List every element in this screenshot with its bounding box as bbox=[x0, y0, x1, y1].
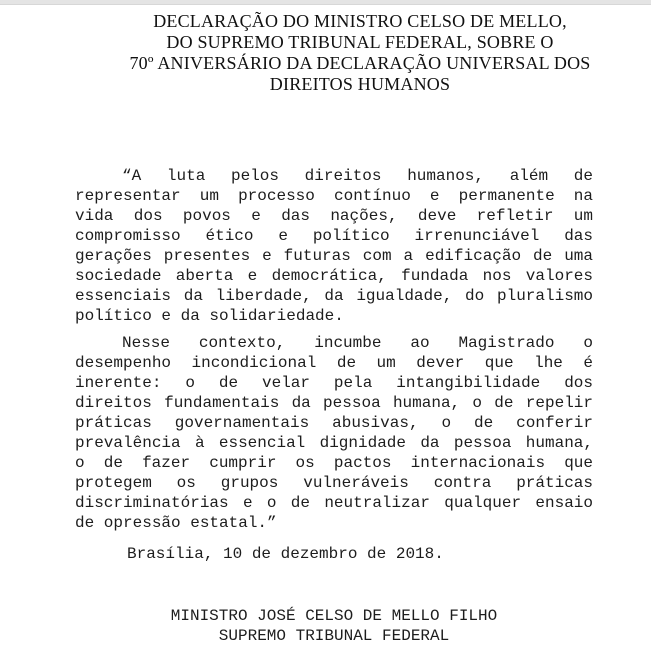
paragraph-line: Nesse contexto, incumbe ao Magistrado o bbox=[122, 334, 593, 352]
signature-line-name: MINISTRO JOSÉ CELSO DE MELLO FILHO bbox=[170, 607, 498, 625]
title-line-1: DECLARAÇÃO DO MINISTRO CELSO DE MELLO, bbox=[153, 11, 567, 31]
paragraph-line: representar um processo contínuo e permanente na bbox=[75, 187, 593, 205]
document-body bbox=[75, 166, 593, 646]
paragraph-line: direitos fundamentais da pessoa humana, o de repelir bbox=[75, 394, 593, 412]
paragraph-line: compromisso ético e político irrenunciável das bbox=[75, 227, 593, 245]
paragraph-line: prevalência à essencial dignidade da pessoa humana, bbox=[75, 434, 593, 452]
paragraph-2 bbox=[75, 333, 593, 533]
paragraph-line: sociedade aberta e democrática, fundada nos valores bbox=[75, 267, 593, 285]
paragraph-line: gerações presentes e futuras com a edificação de uma bbox=[75, 247, 593, 265]
document-title bbox=[69, 11, 651, 95]
paragraph-line: essenciais da liberdade, da igualdade, do pluralismo bbox=[75, 287, 593, 305]
paragraph-line: práticas governamentais abusivas, o de conferir bbox=[75, 414, 593, 432]
paragraph-line: “A luta pelos direitos humanos, além de bbox=[122, 167, 593, 185]
paragraph-line: discriminatórias e o de neutralizar qualquer ensaio bbox=[75, 494, 593, 512]
paragraph-line: protegem os grupos vulneráveis contra práticas bbox=[75, 474, 593, 492]
paragraph-line: político e da solidariedade. bbox=[75, 307, 344, 325]
paragraph-line: inerente: o de velar pela intangibilidade dos bbox=[75, 374, 593, 392]
date-line: Brasília, 10 de dezembro de 2018. bbox=[127, 545, 444, 563]
title-line-4: DIREITOS HUMANOS bbox=[269, 74, 451, 94]
paragraph-1 bbox=[75, 166, 593, 326]
paragraph-line: desempenho incondicional de um dever que lhe é bbox=[75, 354, 593, 372]
paragraph-line: o de fazer cumprir os pactos internacionais que bbox=[75, 454, 593, 472]
title-line-3: 70º ANIVERSÁRIO DA DECLARAÇÃO UNIVERSAL DOS bbox=[129, 53, 591, 73]
signature-block bbox=[75, 606, 593, 646]
paragraph-line: de opressão estatal.” bbox=[75, 514, 277, 532]
title-line-2: DO SUPREMO TRIBUNAL FEDERAL, SOBRE O bbox=[166, 32, 554, 52]
signature-line-court: SUPREMO TRIBUNAL FEDERAL bbox=[218, 627, 450, 645]
paragraph-line: vida dos povos e das nações, deve refletir um bbox=[75, 207, 593, 225]
window-top-edge bbox=[0, 0, 651, 5]
